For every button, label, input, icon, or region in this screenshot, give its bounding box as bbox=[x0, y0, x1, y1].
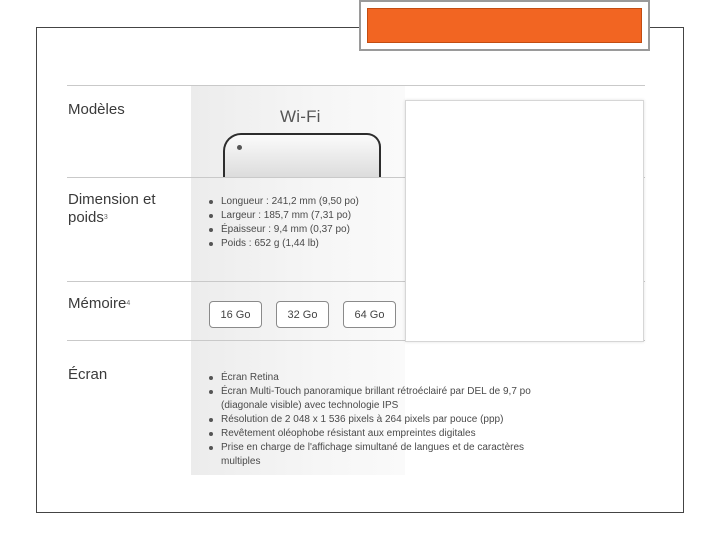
memory-option-32: 32 Go bbox=[276, 301, 329, 328]
memory-option-16: 16 Go bbox=[209, 301, 262, 328]
accent-block bbox=[367, 8, 642, 43]
row-title-screen: Écran bbox=[68, 366, 108, 383]
list-item: Épaisseur : 9,4 mm (0,37 po) bbox=[205, 223, 359, 237]
row-title-dimensions-line1: Dimension et bbox=[68, 191, 156, 208]
wifi-label: Wi-Fi bbox=[280, 107, 321, 126]
divider bbox=[67, 85, 645, 86]
list-item: Écran Retina bbox=[205, 371, 550, 385]
row-title-memory bbox=[68, 295, 130, 313]
list-item: Résolution de 2 048 x 1 536 pixels à 264 pixels par pouce (ppp) bbox=[205, 413, 550, 427]
blank-overlay-panel bbox=[405, 100, 644, 342]
footnote-marker: 3 bbox=[103, 214, 108, 221]
accent-box bbox=[359, 0, 650, 51]
list-item: Largeur : 185,7 mm (7,31 po) bbox=[205, 209, 359, 223]
memory-option-64: 64 Go bbox=[343, 301, 396, 328]
list-item: Poids : 652 g (1,44 lb) bbox=[205, 237, 359, 251]
list-item: Prise en charge de l'affichage simultané de langues et de caractères multiples bbox=[205, 441, 550, 469]
list-item: Écran Multi-Touch panoramique brillant rétroéclairé par DEL de 9,7 po (diagonale visible) avec technologie IPS bbox=[205, 385, 550, 413]
list-item: Longueur : 241,2 mm (9,50 po) bbox=[205, 195, 359, 209]
row-title-dimensions-line2: poids bbox=[68, 209, 104, 226]
screen-list bbox=[205, 371, 550, 469]
row-title-models: Modèles bbox=[68, 101, 125, 118]
dimensions-list bbox=[205, 195, 359, 251]
row-title-memory-label: Mémoire bbox=[68, 295, 127, 312]
footnote-marker: 4 bbox=[126, 300, 131, 307]
camera-icon bbox=[237, 145, 242, 150]
list-item: Revêtement oléophobe résistant aux empreintes digitales bbox=[205, 427, 550, 441]
ipad-image bbox=[223, 133, 381, 177]
row-title-dimensions bbox=[68, 191, 156, 227]
